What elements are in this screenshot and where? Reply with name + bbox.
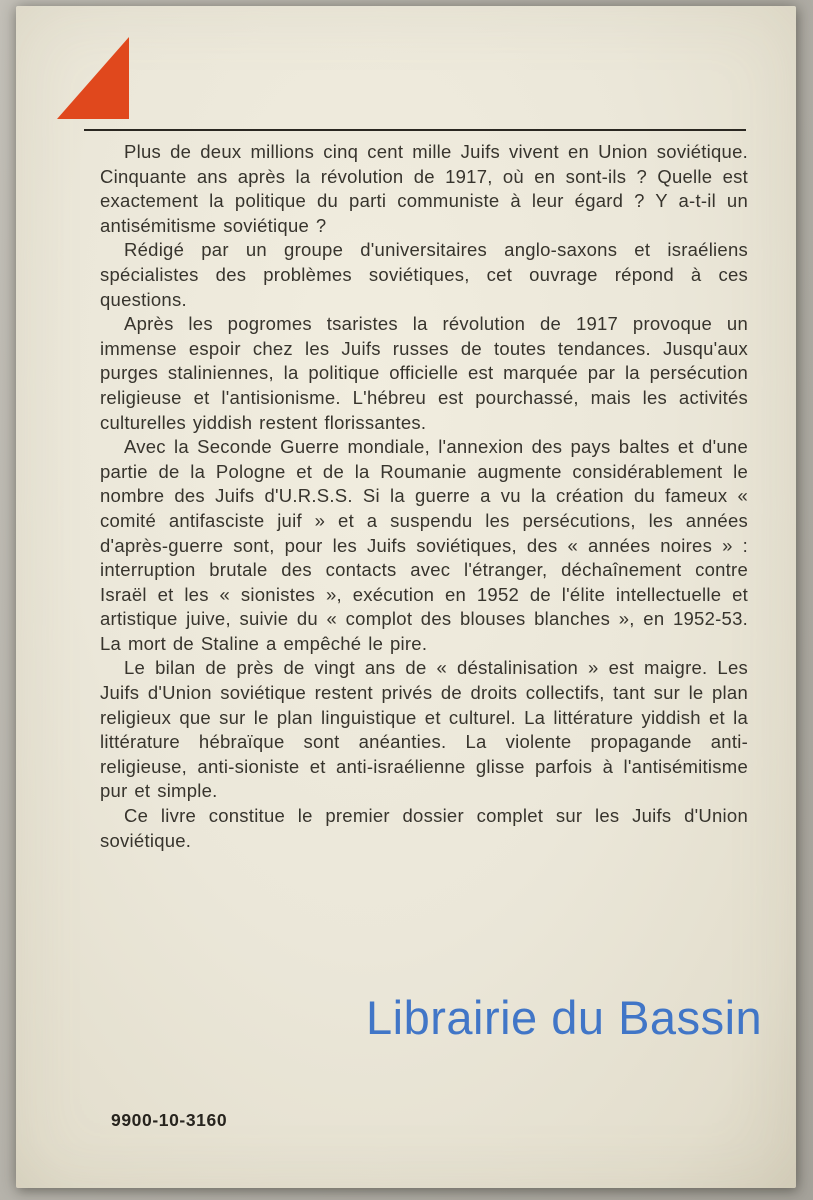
print-code: 9900-10-3160 [111, 1110, 228, 1130]
back-cover-paragraph: Rédigé par un groupe d'universitaires anglo-saxons et israéliens spécialistes des problèmes soviétiques, cet ouvrage répond à ces questions. [100, 239, 748, 310]
bookseller-watermark: Librairie du Bassin [366, 991, 763, 1044]
publisher-triangle-shape [57, 37, 129, 119]
back-cover-paragraph: Le bilan de près de vingt ans de « déstalinisation » est maigre. Les Juifs d'Union soviétique restent privés de droits collectifs, tant sur le plan religieux que sur le plan linguistique et culturel. La littérature yiddish et la littérature hébraïque sont anéanties. La violente propagande anti-religieuse, anti-sioniste et anti-israélienne glisse parfois à l'antisémitisme pur et simple. [100, 657, 748, 802]
back-cover-paragraph: Après les pogromes tsaristes la révolution de 1917 provoque un immense espoir chez les Juifs russes de toutes tendances. Jusqu'aux purges staliniennes, la politique officielle est marquée par la persécution religieuse et l'antisionisme. L'hébreu est pourchassé, mais les activités culturelles yiddish restent florissantes. [100, 313, 748, 433]
back-cover-paragraph: Plus de deux millions cinq cent mille Juifs vivent en Union soviétique. Cinquante ans après la révolution de 1917, où en sont-ils ? Quelle est exactement la politique du parti communiste à leur égard ? Y a-t-il un antisémitisme soviétique ? [100, 141, 748, 236]
divider-rule [84, 129, 746, 131]
publisher-triangle-icon [57, 37, 129, 119]
back-cover-paragraph: Avec la Seconde Guerre mondiale, l'annexion des pays baltes et d'une partie de la Pologne et de la Roumanie augmente considérablement le nombre des Juifs d'U.R.S.S. Si la guerre a vu la création du fameux « comité antifasciste juif » et a suspendu les persécutions, les années d'après-guerre sont, pour les Juifs soviétiques, des « années noires » : interruption brutale des contacts avec l'étranger, déchaînement contre Israël et les « sionistes », exécution en 1952 de l'élite intellectuelle et artistique juive, suivie du « complot des blouses blanches », en 1952-53. La mort de Staline a empêché le pire. [100, 436, 748, 654]
back-cover-text [100, 140, 748, 853]
back-cover-paragraph: Ce livre constitue le premier dossier complet sur les Juifs d'Union soviétique. [100, 805, 748, 851]
